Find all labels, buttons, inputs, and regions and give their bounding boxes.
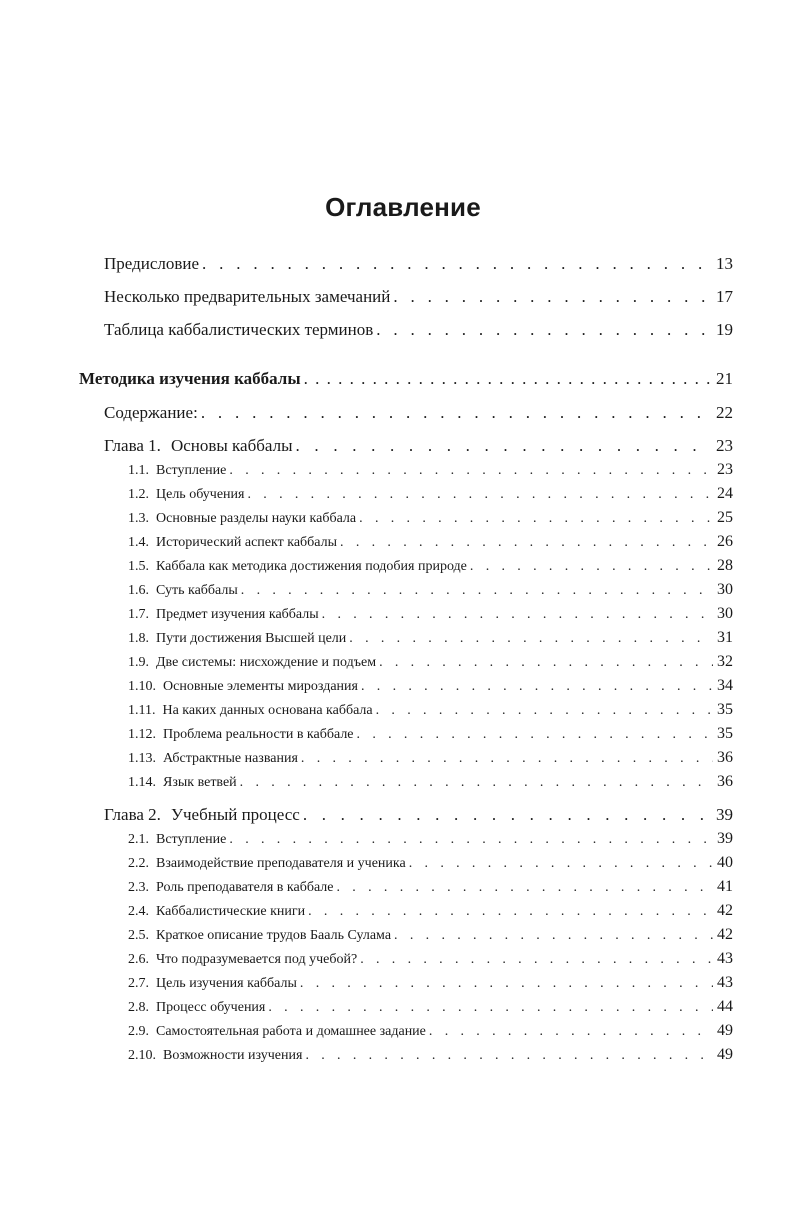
dot-leader	[201, 403, 712, 423]
dot-leader	[349, 631, 713, 647]
toc-page-number: 35	[717, 701, 733, 718]
section-number: 2.3.	[128, 880, 149, 895]
dot-leader	[429, 1024, 713, 1040]
toc-entry-contents[interactable]	[104, 403, 733, 423]
dot-leader	[340, 535, 713, 551]
toc-section[interactable]	[128, 830, 733, 848]
section-title: Краткое описание трудов Бааль Сулама	[156, 928, 392, 943]
chapter-number: Глава 1.	[104, 436, 161, 455]
toc-page-number: 44	[717, 998, 733, 1015]
dot-leader	[303, 805, 712, 825]
toc-section[interactable]	[128, 1022, 733, 1040]
toc-entry-label: Таблица каббалистических терминов	[104, 320, 374, 339]
section-title: Язык ветвей	[163, 775, 237, 790]
section-number: 1.12.	[128, 727, 156, 742]
toc-section[interactable]	[128, 773, 733, 791]
toc-section[interactable]	[128, 653, 733, 671]
dot-leader	[361, 679, 713, 695]
dot-leader	[409, 856, 713, 872]
toc-page-number: 34	[717, 677, 733, 694]
toc-page-number: 42	[717, 902, 733, 919]
chapter-title: Основы каббалы	[170, 436, 293, 455]
dot-leader	[357, 727, 713, 743]
chapter-title: Учебный процесс	[170, 805, 300, 824]
toc-part-methodology[interactable]	[79, 369, 733, 389]
toc-section[interactable]	[128, 749, 733, 767]
section-number: 1.2.	[128, 487, 149, 502]
toc-page-number: 21	[716, 369, 733, 388]
section-title: Основные разделы науки каббала	[156, 511, 357, 526]
section-number: 2.6.	[128, 952, 149, 967]
dot-leader	[359, 511, 713, 527]
section-title: Предмет изучения каббалы	[156, 607, 319, 622]
toc-page-number: 32	[717, 653, 733, 670]
toc-section[interactable]	[128, 485, 733, 503]
section-title: Что подразумевается под учебой?	[156, 952, 358, 967]
toc-entry-label: Предисловие	[104, 254, 200, 273]
section-number: 1.8.	[128, 631, 149, 646]
section-title: Проблема реальности в каббале	[163, 727, 354, 742]
dot-leader	[241, 583, 713, 599]
dot-leader	[376, 703, 713, 719]
toc-page-number: 24	[717, 485, 733, 502]
section-number: 1.5.	[128, 559, 149, 574]
dot-leader	[308, 904, 713, 920]
section-number: 1.1.	[128, 463, 149, 478]
section-title: Возможности изучения	[163, 1048, 303, 1063]
toc-page-number: 23	[716, 436, 733, 455]
toc-page-number: 40	[717, 854, 733, 871]
dot-leader	[376, 320, 712, 340]
section-number: 1.11.	[128, 703, 156, 718]
page-title: Оглавление	[325, 192, 481, 222]
toc-chapter-1[interactable]	[104, 436, 733, 456]
toc-page-number: 42	[717, 926, 733, 943]
toc-section[interactable]	[128, 950, 733, 968]
toc-section[interactable]	[128, 926, 733, 944]
dot-leader	[393, 287, 712, 307]
section-title: Две системы: нисхождение и подъем	[156, 655, 377, 670]
toc-section[interactable]	[128, 974, 733, 992]
section-number: 1.6.	[128, 583, 149, 598]
toc-page-number: 43	[717, 974, 733, 991]
section-number: 1.14.	[128, 775, 156, 790]
section-title: Процесс обучения	[156, 1000, 266, 1015]
toc-page-number: 31	[717, 629, 733, 646]
toc-section[interactable]	[128, 725, 733, 743]
toc-page-number: 17	[716, 287, 733, 306]
dot-leader	[470, 559, 713, 575]
toc-section[interactable]	[128, 581, 733, 599]
toc-entry-preliminary-remarks[interactable]	[104, 287, 733, 307]
dot-leader	[394, 928, 713, 944]
toc-page-number: 22	[716, 403, 733, 422]
section-title: Пути достижения Высшей цели	[156, 631, 347, 646]
section-title: Цель обучения	[156, 487, 245, 502]
section-number: 1.7.	[128, 607, 149, 622]
toc-section[interactable]	[128, 557, 733, 575]
toc-page-number: 39	[717, 830, 733, 847]
section-number: 2.4.	[128, 904, 149, 919]
toc-section[interactable]	[128, 461, 733, 479]
dot-leader	[202, 254, 712, 274]
toc-page-number: 13	[716, 254, 733, 273]
section-title: Вступление	[156, 832, 227, 847]
dot-leader	[247, 487, 713, 503]
dot-leader	[229, 832, 713, 848]
section-number: 2.5.	[128, 928, 149, 943]
toc-page-number: 43	[717, 950, 733, 967]
toc-section[interactable]	[128, 605, 733, 623]
toc-entry-label: Несколько предварительных замечаний	[104, 287, 391, 306]
dot-leader	[240, 775, 713, 791]
dot-leader	[301, 751, 713, 767]
section-title: Взаимодействие преподавателя и ученика	[156, 856, 406, 871]
dot-leader	[337, 880, 714, 896]
dot-leader	[304, 369, 712, 389]
toc-page-number: 36	[717, 749, 733, 766]
section-number: 2.9.	[128, 1024, 149, 1039]
section-number: 1.4.	[128, 535, 149, 550]
section-title: Каббалистические книги	[156, 904, 306, 919]
toc-page-number: 35	[717, 725, 733, 742]
section-title: Каббала как методика достижения подобия природе	[156, 559, 467, 574]
toc-page-number: 30	[717, 605, 733, 622]
toc-chapter-2[interactable]	[104, 805, 733, 825]
section-title: Роль преподавателя в каббале	[156, 880, 334, 895]
toc-page-number: 26	[717, 533, 733, 550]
section-number: 2.7.	[128, 976, 149, 991]
toc-page-number: 28	[717, 557, 733, 574]
dot-leader	[305, 1048, 713, 1064]
section-title: Самостоятельная работа и домашнее задание	[156, 1024, 426, 1039]
toc-section[interactable]	[128, 878, 733, 896]
toc-part-label: Методика изучения каббалы	[79, 369, 301, 388]
toc-page-number: 36	[717, 773, 733, 790]
section-title: Вступление	[156, 463, 227, 478]
toc-entry-preface[interactable]	[104, 254, 733, 274]
toc-section[interactable]	[128, 854, 733, 872]
section-number: 2.10.	[128, 1048, 156, 1063]
toc-page-number: 49	[717, 1046, 733, 1063]
toc-entry-terms-table[interactable]	[104, 320, 733, 340]
section-number: 1.3.	[128, 511, 149, 526]
dot-leader	[229, 463, 713, 479]
toc-chapter-label	[104, 805, 300, 825]
section-number: 1.9.	[128, 655, 149, 670]
toc-page-number: 41	[717, 878, 733, 895]
toc-entry-label: Содержание:	[104, 403, 198, 422]
section-title: Основные элементы мироздания	[163, 679, 358, 694]
section-title: На каких данных основана каббала	[162, 703, 373, 718]
section-number: 1.10.	[128, 679, 156, 694]
toc-section[interactable]	[128, 509, 733, 527]
dot-leader	[296, 436, 712, 456]
toc-section[interactable]	[128, 998, 733, 1016]
dot-leader	[360, 952, 713, 968]
toc-section[interactable]	[128, 629, 733, 647]
section-title: Суть каббалы	[156, 583, 238, 598]
section-number: 2.1.	[128, 832, 149, 847]
section-title: Цель изучения каббалы	[156, 976, 297, 991]
toc-page-number: 39	[716, 805, 733, 824]
dot-leader	[300, 976, 713, 992]
toc-page-number: 49	[717, 1022, 733, 1039]
section-title: Исторический аспект каббалы	[156, 535, 338, 550]
section-number: 1.13.	[128, 751, 156, 766]
section-number: 2.2.	[128, 856, 149, 871]
chapter-number: Глава 2.	[104, 805, 161, 824]
toc-page-number: 25	[717, 509, 733, 526]
dot-leader	[379, 655, 713, 671]
toc-chapter-label	[104, 436, 293, 456]
dot-leader	[322, 607, 713, 623]
toc-page-number: 30	[717, 581, 733, 598]
dot-leader	[268, 1000, 713, 1016]
toc-page-number: 19	[716, 320, 733, 339]
toc-page-number: 23	[717, 461, 733, 478]
toc-section[interactable]	[128, 701, 733, 719]
section-title: Абстрактные названия	[163, 751, 298, 766]
toc-section[interactable]	[128, 902, 733, 920]
section-number: 2.8.	[128, 1000, 149, 1015]
toc-section[interactable]	[128, 1046, 733, 1064]
toc-section[interactable]	[128, 677, 733, 695]
toc-section[interactable]	[128, 533, 733, 551]
